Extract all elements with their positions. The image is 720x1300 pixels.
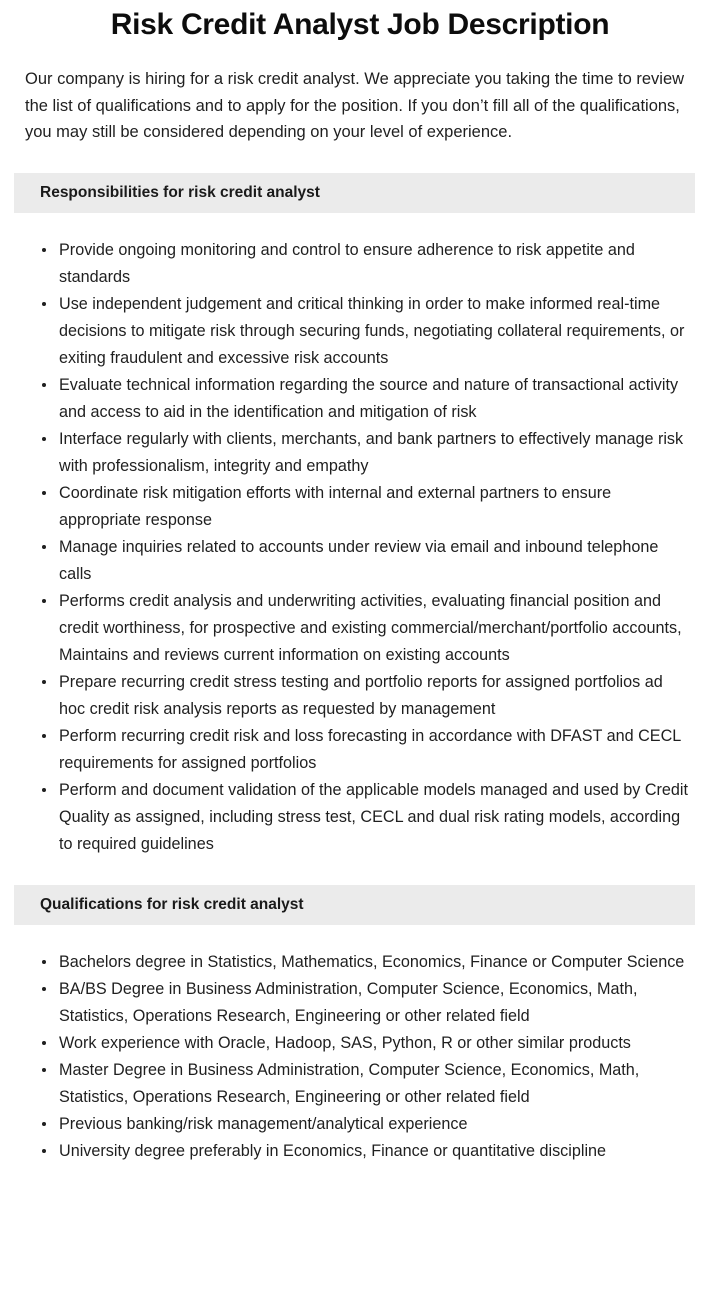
- list-item-text: Work experience with Oracle, Hadoop, SAS, Python, R or other similar products: [59, 1033, 631, 1052]
- list-item: [0, 777, 693, 858]
- bullet-point-icon: [42, 788, 46, 792]
- intro-paragraph: Our company is hiring for a risk credit analyst. We appreciate you taking the time to review the list of qualifications and to apply for the position. If you don’t fill all of the qualifications, you may still be considered depending on your level of experience.: [25, 70, 685, 141]
- list-item: [0, 426, 693, 480]
- section: [0, 146, 720, 858]
- list-item-text: Coordinate risk mitigation efforts with internal and external partners to ensure appropriate response: [59, 483, 612, 529]
- list-item: [0, 669, 693, 723]
- list-item: [0, 534, 693, 588]
- bullet-list: [0, 949, 720, 1165]
- bullet-point-icon: [42, 248, 46, 252]
- section-header: [14, 173, 695, 213]
- list-item-text: Perform recurring credit risk and loss forecasting in accordance with DFAST and CECL requirements for assigned portfolios: [59, 726, 681, 772]
- list-item: [0, 588, 693, 669]
- bullet-point-icon: [42, 437, 46, 441]
- list-item: [0, 237, 693, 291]
- bullet-list: [0, 237, 720, 858]
- list-item-text: BA/BS Degree in Business Administration, Computer Science, Economics, Math, Statistics, Operations Research, Engineering or other related field: [59, 979, 638, 1025]
- section: [0, 858, 720, 1165]
- bullet-point-icon: [42, 1149, 46, 1153]
- bottom-spacer: [0, 1165, 720, 1189]
- section-top-spacer: [0, 146, 720, 173]
- bullet-point-icon: [42, 1041, 46, 1045]
- list-item-text: Bachelors degree in Statistics, Mathematics, Economics, Finance or Computer Science: [59, 952, 685, 971]
- list-item: [0, 1057, 693, 1111]
- bullet-point-icon: [42, 1122, 46, 1126]
- list-item: [0, 1111, 693, 1138]
- section-bottom-spacer: [0, 925, 720, 949]
- list-item: [0, 1138, 693, 1165]
- bullet-point-icon: [42, 545, 46, 549]
- list-item: [0, 1030, 693, 1057]
- list-item-text: Use independent judgement and critical thinking in order to make informed real-time decisions to mitigate risk through securing funds, negotiating collateral requirements, or exiting fraudulent and excessive risk accounts: [59, 294, 685, 367]
- sections-container: [0, 146, 720, 1165]
- list-item-text: Master Degree in Business Administration, Computer Science, Economics, Math, Statistics, Operations Research, Engineering or other related field: [59, 1060, 640, 1106]
- section-header-label: Responsibilities for risk credit analyst: [40, 183, 320, 201]
- list-item: [0, 949, 693, 976]
- list-item-text: University degree preferably in Economics, Finance or quantitative discipline: [59, 1141, 607, 1160]
- bullet-point-icon: [42, 1068, 46, 1072]
- bullet-point-icon: [42, 599, 46, 603]
- section-bottom-spacer: [0, 213, 720, 237]
- list-item-text: Evaluate technical information regarding the source and nature of transactional activity and access to aid in the identification and mitigation of risk: [59, 375, 679, 421]
- list-item-text: Provide ongoing monitoring and control to ensure adherence to risk appetite and standards: [59, 240, 635, 286]
- list-item: [0, 976, 693, 1030]
- list-item: [0, 723, 693, 777]
- page-title: Risk Credit Analyst Job Description: [110, 8, 610, 41]
- list-item-text: Prepare recurring credit stress testing and portfolio reports for assigned portfolios ad hoc credit risk analysis reports as requested by management: [59, 672, 663, 718]
- list-item: [0, 291, 693, 372]
- bullet-point-icon: [42, 302, 46, 306]
- bullet-point-icon: [42, 383, 46, 387]
- section-header: [14, 885, 695, 925]
- list-item: [0, 372, 693, 426]
- list-item-text: Previous banking/risk management/analytical experience: [59, 1114, 468, 1133]
- list-item-text: Manage inquiries related to accounts under review via email and inbound telephone calls: [59, 537, 659, 583]
- bullet-point-icon: [42, 734, 46, 738]
- list-item: [0, 480, 693, 534]
- section-top-spacer: [0, 858, 720, 885]
- section-header-label: Qualifications for risk credit analyst: [40, 895, 304, 913]
- bullet-point-icon: [42, 491, 46, 495]
- bullet-point-icon: [42, 960, 46, 964]
- bullet-point-icon: [42, 987, 46, 991]
- list-item-text: Performs credit analysis and underwriting activities, evaluating financial position and credit worthiness, for prospective and existing commercial/merchant/portfolio accounts, Maintains and reviews current information on existing accounts: [59, 591, 682, 664]
- list-item-text: Interface regularly with clients, merchants, and bank partners to effectively manage risk with professionalism, integrity and empathy: [59, 429, 684, 475]
- list-item-text: Perform and document validation of the applicable models managed and used by Credit Quality as assigned, including stress test, CECL and dual risk rating models, according to required guidelines: [59, 780, 688, 853]
- bullet-point-icon: [42, 680, 46, 684]
